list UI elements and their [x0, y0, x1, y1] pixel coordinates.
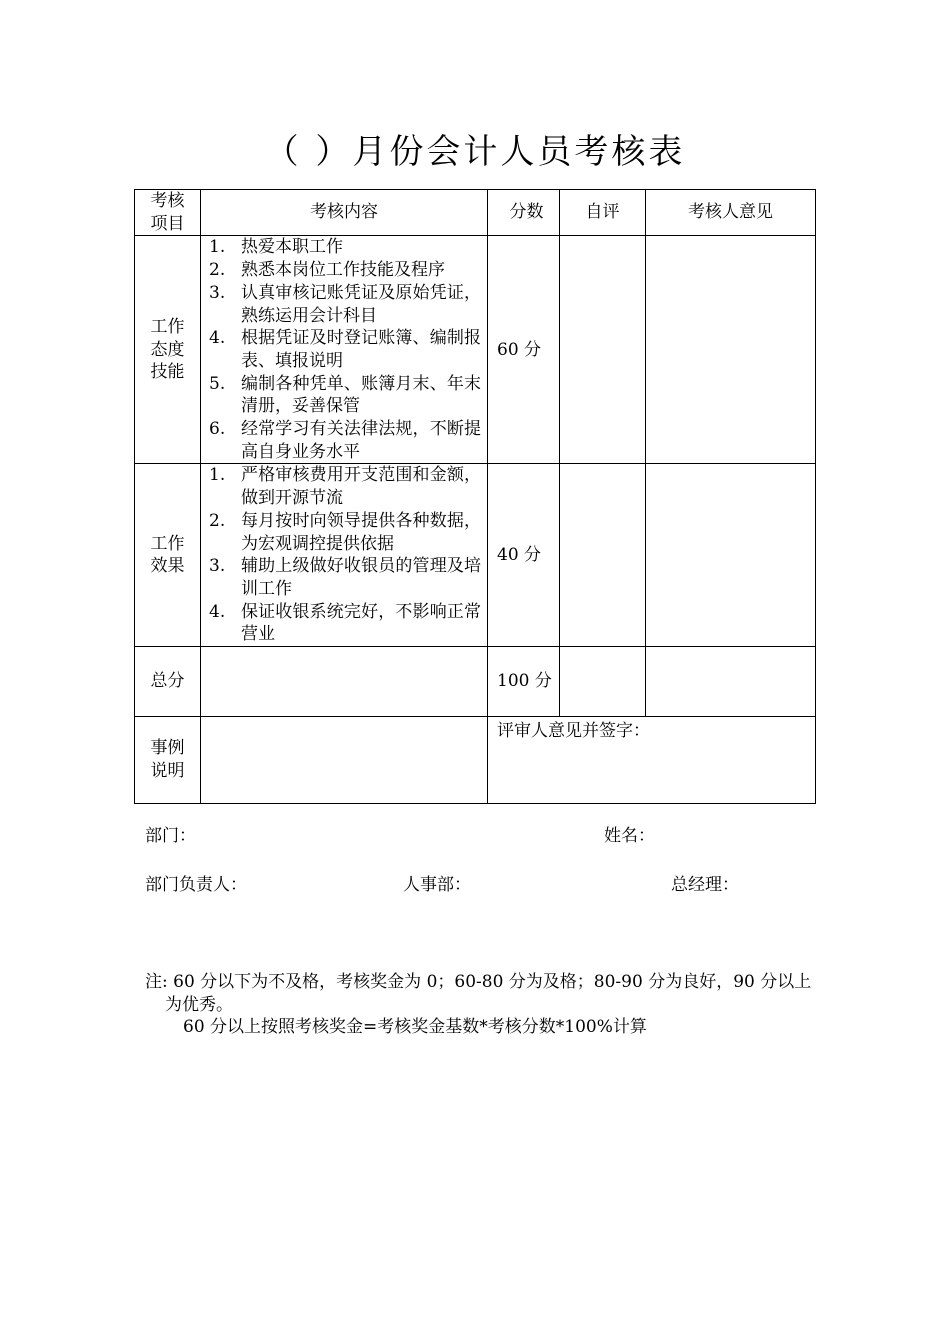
- dept-head-label: 部门负责人：: [145, 875, 247, 895]
- page-title: （ ）月份会计人员考核表: [264, 132, 686, 172]
- list-item: 4. 保证收银系统完好，不影响正常营业: [209, 601, 481, 645]
- header-item: 考核项目: [135, 190, 201, 236]
- list-item: 5. 编制各种凭单、账簿月末、年末清册，妥善保管: [209, 373, 481, 417]
- assessor-opinion-cell[interactable]: [646, 236, 816, 464]
- list-item: 3. 辅助上级做好收银员的管理及培训工作: [209, 556, 481, 599]
- row-content: [201, 647, 488, 717]
- general-manager-label: 总经理：: [671, 875, 739, 895]
- department-label: 部门：: [145, 826, 196, 846]
- reviewer-signature-cell[interactable]: 评审人意见并签字：: [488, 717, 816, 804]
- row-item-label: 工作效果: [135, 464, 201, 647]
- self-eval-cell[interactable]: [560, 236, 646, 464]
- content-list: [201, 464, 487, 646]
- row-score: 100 分: [488, 647, 560, 717]
- header-row: [135, 190, 816, 236]
- list-item: 1. 热爱本职工作: [209, 237, 343, 258]
- row-content: [201, 464, 488, 647]
- row-item-label: 总分: [135, 647, 201, 717]
- table-row: [135, 464, 816, 647]
- list-item: 2. 熟悉本岗位工作技能及程序: [209, 260, 445, 281]
- example-description-cell[interactable]: [201, 717, 488, 804]
- header-score: 分数: [488, 190, 560, 236]
- table-row: [135, 236, 816, 464]
- header-content: 考核内容: [201, 190, 488, 236]
- hr-label: 人事部：: [403, 875, 471, 895]
- list-item: 2. 每月按时向领导提供各种数据，为宏观调控提供依据: [209, 510, 481, 554]
- row-score: 60 分: [488, 236, 560, 464]
- table-row: [135, 717, 816, 804]
- table-row: [135, 647, 816, 717]
- self-eval-cell[interactable]: [560, 464, 646, 647]
- list-item: 1. 严格审核费用开支范围和金额，做到开源节流: [209, 465, 481, 509]
- assessment-table: [134, 189, 816, 804]
- row-item-label: 事例说明: [135, 717, 201, 804]
- self-eval-cell[interactable]: [560, 647, 646, 717]
- row-item-label: 工作态度技能: [135, 236, 201, 464]
- row-content: [201, 236, 488, 464]
- row-score: 40 分: [488, 464, 560, 647]
- list-item: 4. 根据凭证及时登记账簿、编制报表、填报说明: [209, 328, 481, 371]
- name-label: 姓名：: [604, 826, 655, 846]
- header-assessor-opinion: 考核人意见: [646, 190, 816, 236]
- content-list: [201, 236, 487, 463]
- note-formula: 60 分以上按照考核奖金=考核奖金基数*考核分数*100%计算: [183, 1017, 647, 1038]
- header-self-eval: 自评: [560, 190, 646, 236]
- note-line: 注: 60 分以下为不及格，考核奖金为 0；60-80 分为及格；80-90 分为良好，90 分以上为优秀。: [145, 972, 812, 1015]
- note: [145, 971, 815, 1039]
- assessor-opinion-cell[interactable]: [646, 647, 816, 717]
- assessor-opinion-cell[interactable]: [646, 464, 816, 647]
- list-item: 3. 认真审核记账凭证及原始凭证，熟练运用会计科目: [209, 282, 481, 326]
- list-item: 6. 经常学习有关法律法规，不断提高自身业务水平: [209, 419, 481, 462]
